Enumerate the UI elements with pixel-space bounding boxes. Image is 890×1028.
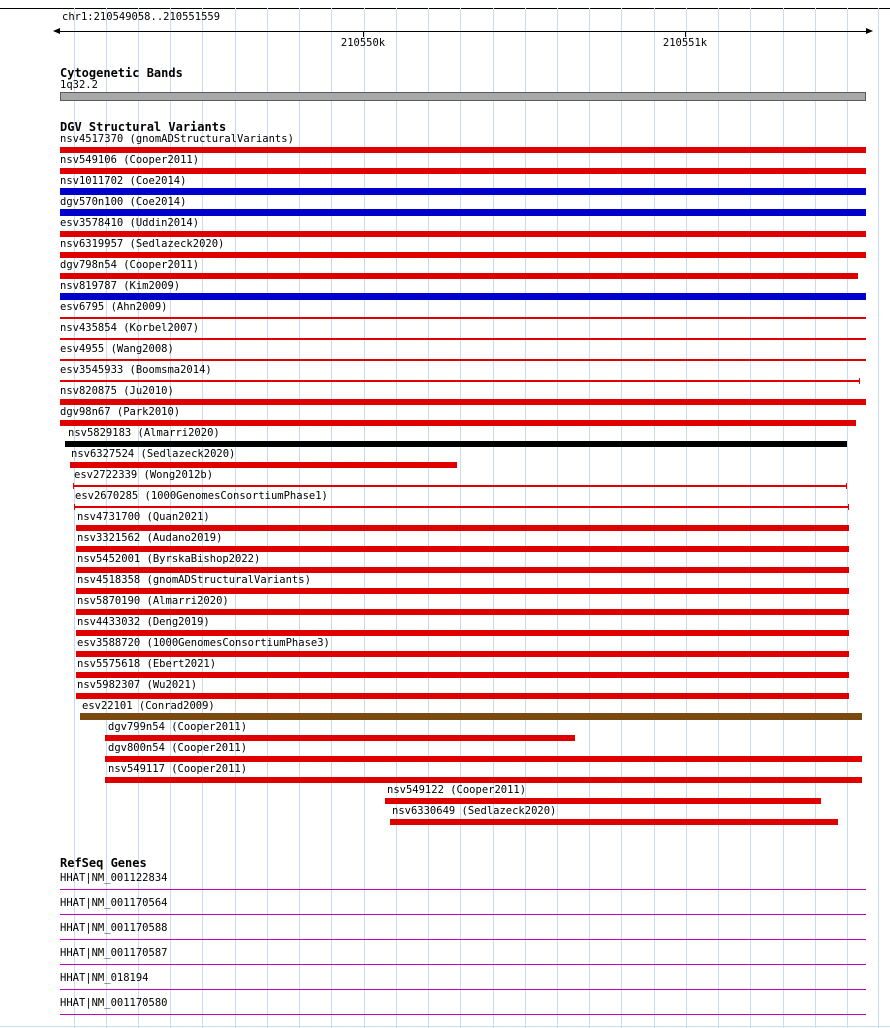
gridline (783, 8, 784, 1028)
gridline (847, 8, 848, 1028)
gridline (557, 8, 558, 1028)
gene-line[interactable] (60, 964, 866, 965)
variant-label[interactable]: nsv6330649 (Sedlazeck2020) (392, 805, 557, 817)
ruler-right-arrow-icon (866, 28, 873, 34)
variant-bar[interactable] (60, 231, 866, 237)
variant-bar[interactable] (60, 209, 866, 216)
gene-label[interactable]: HHAT|NM_001170588 (60, 922, 168, 934)
gridline (718, 8, 719, 1028)
variant-label[interactable]: esv2670285 (1000GenomesConsortiumPhase1) (75, 490, 328, 502)
variant-label[interactable]: nsv4433032 (Deng2019) (77, 616, 210, 628)
variant-bar[interactable] (60, 168, 866, 174)
section-title-refseq-genes: RefSeq Genes (60, 856, 147, 870)
variant-bar[interactable] (76, 609, 849, 615)
gridline (428, 8, 429, 1028)
variant-label[interactable]: nsv819787 (Kim2009) (60, 280, 181, 292)
gene-line[interactable] (60, 1014, 866, 1015)
ruler-tick-label: 210551k (662, 37, 708, 49)
variant-label[interactable]: esv3545933 (Boomsma2014) (60, 364, 212, 376)
variant-label[interactable]: esv22101 (Conrad2009) (82, 700, 215, 712)
cytoband-name: 1q32.2 (60, 79, 98, 91)
variant-bar[interactable] (76, 546, 849, 552)
variant-label[interactable]: nsv549106 (Cooper2011) (60, 154, 200, 166)
gene-line[interactable] (60, 889, 866, 890)
panel-bottom-border (0, 1026, 890, 1027)
gridline (364, 8, 365, 1028)
variant-label[interactable]: nsv5452001 (ByrskaBishop2022) (77, 553, 261, 565)
gridline (267, 8, 268, 1028)
gene-label[interactable]: HHAT|NM_001170580 (60, 997, 168, 1009)
panel-right-edge-gridline (878, 8, 879, 1028)
gridline (299, 8, 300, 1028)
variant-bar[interactable] (70, 462, 457, 468)
variant-label[interactable]: dgv799n54 (Cooper2011) (108, 721, 248, 733)
variant-bar[interactable] (60, 338, 866, 340)
variant-bar[interactable] (65, 441, 847, 447)
panel-top-border (0, 8, 890, 9)
variant-label[interactable]: nsv5982307 (Wu2021) (77, 679, 198, 691)
variant-bar[interactable] (60, 273, 858, 279)
gridline (525, 8, 526, 1028)
variant-label[interactable]: esv3578410 (Uddin2014) (60, 217, 200, 229)
variant-label[interactable]: dgv800n54 (Cooper2011) (108, 742, 248, 754)
region-coordinates: chr1:210549058..210551559 (62, 11, 221, 23)
gridline (621, 8, 622, 1028)
variant-bar[interactable] (60, 317, 866, 319)
variant-bar[interactable] (60, 399, 866, 405)
cytoband-bar[interactable] (60, 92, 866, 101)
variant-bar[interactable] (76, 651, 849, 657)
variant-label[interactable]: esv3588720 (1000GenomesConsortiumPhase3) (77, 637, 330, 649)
variant-bar[interactable] (105, 735, 575, 741)
variant-bar[interactable] (76, 588, 849, 594)
variant-bar[interactable] (60, 188, 866, 195)
gridline (460, 8, 461, 1028)
variant-label[interactable]: nsv4517370 (gnomADStructuralVariants) (60, 133, 294, 145)
gene-label[interactable]: HHAT|NM_001122834 (60, 872, 168, 884)
gridline (396, 8, 397, 1028)
gridline (750, 8, 751, 1028)
variant-label[interactable]: nsv4518358 (gnomADStructuralVariants) (77, 574, 311, 586)
variant-label[interactable]: esv6795 (Ahn2009) (60, 301, 168, 313)
variant-label[interactable]: dgv98n67 (Park2010) (60, 406, 181, 418)
variant-bar[interactable] (60, 293, 866, 300)
variant-label[interactable]: esv4955 (Wang2008) (60, 343, 174, 355)
variant-label[interactable]: dgv798n54 (Cooper2011) (60, 259, 200, 271)
variant-bar[interactable] (76, 693, 849, 699)
variant-bar[interactable] (76, 672, 849, 678)
ruler-left-arrow-icon (53, 28, 60, 34)
gridline (815, 8, 816, 1028)
gene-label[interactable]: HHAT|NM_018194 (60, 972, 149, 984)
variant-bar[interactable] (76, 630, 849, 636)
variant-label[interactable]: nsv6319957 (Sedlazeck2020) (60, 238, 225, 250)
variant-label[interactable]: nsv4731700 (Quan2021) (77, 511, 210, 523)
variant-label[interactable]: nsv820875 (Ju2010) (60, 385, 174, 397)
section-title-cytogenetic-bands: Cytogenetic Bands (60, 66, 183, 80)
gene-line[interactable] (60, 914, 866, 915)
ruler-tick-label: 210550k (340, 37, 386, 49)
variant-bar[interactable] (60, 252, 866, 258)
variant-bar[interactable] (74, 506, 849, 508)
variant-bar[interactable] (60, 147, 866, 153)
variant-bar[interactable] (76, 525, 849, 531)
variant-bar[interactable] (73, 485, 847, 487)
gridline (331, 8, 332, 1028)
gene-label[interactable]: HHAT|NM_001170587 (60, 947, 168, 959)
gene-label[interactable]: HHAT|NM_001170564 (60, 897, 168, 909)
variant-label[interactable]: nsv3321562 (Audano2019) (77, 532, 223, 544)
variant-bar[interactable] (76, 567, 849, 573)
variant-label[interactable]: nsv5575618 (Ebert2021) (77, 658, 217, 670)
variant-label[interactable]: nsv549117 (Cooper2011) (108, 763, 248, 775)
gridline (493, 8, 494, 1028)
gridline (654, 8, 655, 1028)
variant-bar[interactable] (385, 798, 821, 804)
variant-label[interactable]: nsv5870190 (Almarri2020) (77, 595, 229, 607)
gridline (686, 8, 687, 1028)
section-title-dgv-structural-variants: DGV Structural Variants (60, 120, 227, 134)
variant-bar[interactable] (60, 380, 860, 382)
variant-label[interactable]: nsv6327524 (Sedlazeck2020) (71, 448, 236, 460)
gridline (235, 8, 236, 1028)
variant-label[interactable]: nsv5829183 (Almarri2020) (68, 427, 220, 439)
gene-line[interactable] (60, 989, 866, 990)
ruler-line (60, 31, 866, 32)
variant-bar[interactable] (80, 713, 862, 720)
gene-line[interactable] (60, 939, 866, 940)
variant-label[interactable]: esv2722339 (Wong2012b) (74, 469, 214, 481)
variant-bar[interactable] (60, 420, 856, 426)
variant-bar[interactable] (390, 819, 838, 825)
variant-bar[interactable] (105, 777, 862, 783)
variant-bar[interactable] (60, 359, 866, 361)
variant-label[interactable]: nsv1011702 (Coe2014) (60, 175, 187, 187)
gridline (589, 8, 590, 1028)
variant-label[interactable]: nsv549122 (Cooper2011) (387, 784, 527, 796)
variant-label[interactable]: nsv435854 (Korbel2007) (60, 322, 200, 334)
variant-label[interactable]: dgv570n100 (Coe2014) (60, 196, 187, 208)
variant-bar[interactable] (105, 756, 862, 762)
